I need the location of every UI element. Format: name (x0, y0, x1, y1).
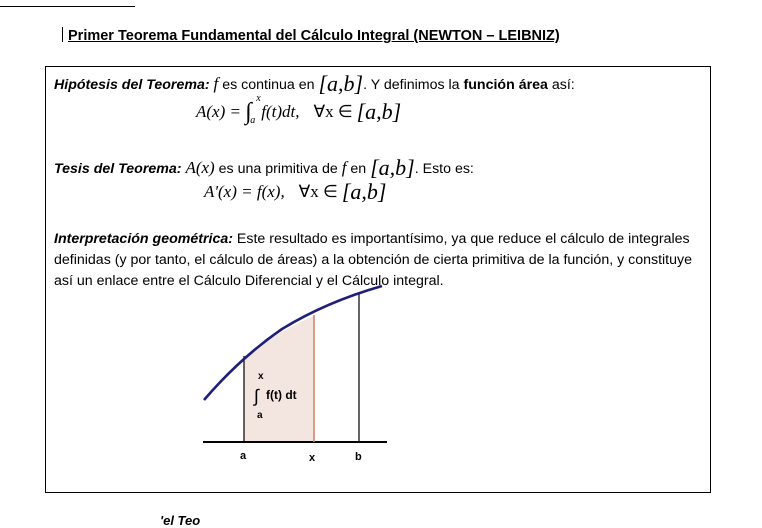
hypothesis-bold-term: función área (463, 77, 548, 93)
figure-integrand: f(t) dt (266, 388, 297, 402)
lower-limit: a (250, 115, 256, 126)
area-under-curve (244, 316, 314, 442)
footer-fragment: 'el Teo (160, 513, 201, 528)
derivative-formula-text: A'(x) = f(x), (204, 182, 285, 201)
hypothesis-text-2: . Y definimos la (363, 77, 460, 93)
page-title-text: Primer Teorema Fundamental del Cálculo Integral (NEWTON – LEIBNIZ) (68, 28, 560, 44)
hypothesis-text-1: es continua en (222, 77, 315, 93)
thesis-ax: A(x) (185, 158, 215, 177)
thesis-forall: ∀x ∈ (298, 182, 338, 201)
thesis-label: Tesis del Teorema: (54, 161, 182, 177)
axis-label-x: x (309, 452, 316, 464)
thesis-text-1: es una primitiva de (218, 161, 338, 177)
figure-integral-upper: x (258, 371, 264, 382)
hypothesis-text-3: así: (551, 77, 575, 93)
thesis-f: f (341, 158, 347, 177)
interpretation-label: Interpretación geométrica: (54, 231, 233, 247)
interpretation-text: Este resultado es importantísimo, ya que reduce el cálculo de integrales definidas (y por tanto, el cálculo de áreas) a la obtención de cierta primitiva de la función, y constituye así un enlace entre el Cálculo Diferencial y el Cálculo integral. (54, 231, 693, 289)
thesis-interval: [a,b] (370, 155, 415, 180)
hypothesis-label: Hipótesis del Teorema: (54, 77, 210, 93)
figure-integral-sign: ∫ (254, 386, 259, 406)
forall-symbol: ∀x ∈ (313, 102, 353, 121)
figure-integral-lower: a (257, 410, 263, 421)
formula-body: f(t)dt, (261, 102, 300, 121)
upper-limit: x (256, 93, 261, 104)
hypothesis-f: f (213, 74, 219, 93)
formula-lhs: A(x) = (196, 102, 246, 121)
integral-sign: ∫ (245, 99, 252, 125)
thesis-text-3: . Esto es: (414, 161, 474, 177)
axis-label-b: b (355, 451, 362, 463)
axis-label-a: a (240, 450, 247, 462)
thesis-text-2: en (350, 161, 367, 177)
hypothesis-interval: [a,b] (318, 71, 364, 96)
formula-interval: [a,b] (356, 99, 402, 124)
thesis-formula-interval: [a,b] (341, 179, 387, 204)
